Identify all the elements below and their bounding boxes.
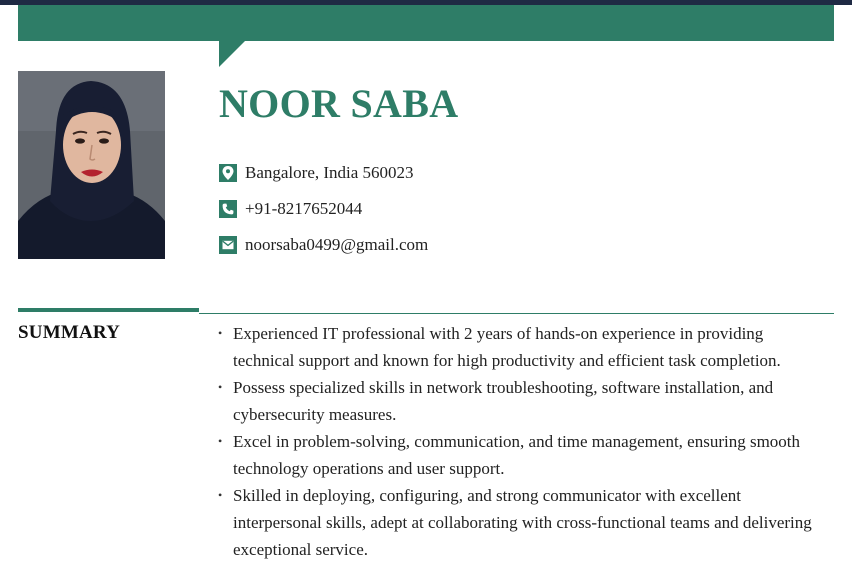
profile-photo — [18, 71, 165, 259]
location-text: Bangalore, India 560023 — [245, 163, 414, 182]
contact-list — [219, 164, 428, 272]
contact-phone — [219, 200, 428, 218]
summary-heading: SUMMARY — [18, 322, 121, 343]
phone-text: +91-8217652044 — [245, 199, 363, 218]
location-pin-icon — [219, 164, 237, 182]
header-banner — [18, 5, 834, 41]
summary-item: • Possess specialized skills in network troubleshooting, software installation, and cybersecurity measures. — [216, 374, 828, 428]
contact-email — [219, 236, 428, 254]
summary-divider — [199, 313, 834, 314]
contact-location — [219, 164, 428, 182]
email-text: noorsaba0499@gmail.com — [245, 235, 429, 254]
portrait-image — [18, 71, 165, 259]
banner-tab — [219, 41, 245, 67]
summary-item: • Skilled in deploying, configuring, and strong communicator with excellent interpersonal skills, adept at collaborating with cross-functional teams and delivering exceptional service. — [216, 482, 828, 563]
summary-accent-bar — [18, 308, 199, 312]
summary-list — [216, 320, 828, 563]
phone-icon — [219, 200, 237, 218]
candidate-name: NOOR SABA — [219, 81, 459, 126]
summary-item: • Experienced IT professional with 2 years of hands-on experience in providing technical support and known for high productivity and efficient task completion. — [216, 320, 828, 374]
summary-item: • Excel in problem-solving, communication, and time management, ensuring smooth technology operations and user support. — [216, 428, 828, 482]
email-icon — [219, 236, 237, 254]
